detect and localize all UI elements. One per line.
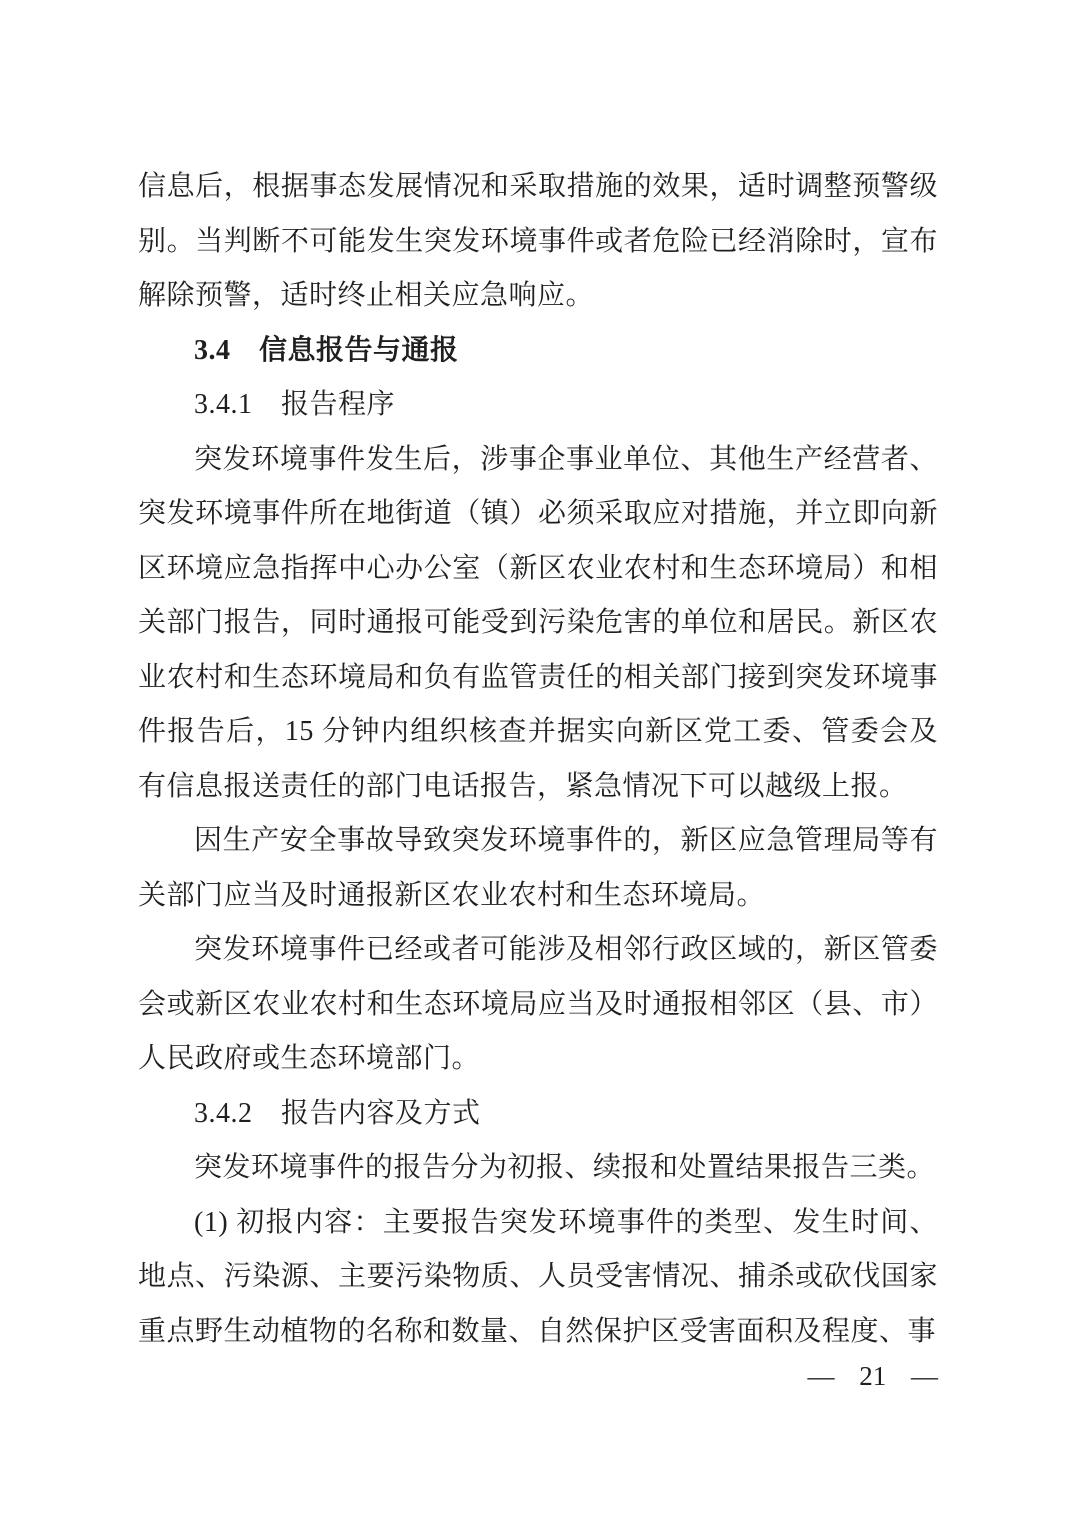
section-heading-3-4-2: 3.4.2 报告内容及方式 xyxy=(194,1097,481,1129)
paragraph-report-procedure: 突发环境事件发生后，涉事企事业单位、其他生产经营者、突发环境事件所在地街道（镇）必须采取应对措施，并立即向新区环境应急指挥中心办公室（新区农业农村和生态环境局）和相关部门报告，同时通报可能受到污染危害的单位和居民。新区农业农村和生态环境局和负有监管责任的相关部门接到突发环境事件报告后，15 分钟内组织核查并据实向新区党工委、管委会及有信息报送责任的部门电话报告，紧急情况下可以越级上报。 xyxy=(138,443,938,802)
paragraph-initial-report-content: (1) 初报内容：主要报告突发环境事件的类型、发生时间、地点、污染源、主要污染物质、人员受害情况、捕杀或砍伐国家重点野生动植物的名称和数量、自然保护区受害面积及程度、事 xyxy=(138,1206,938,1347)
paragraph-warning-level-adjustment: 信息后，根据事态发展情况和采取措施的效果，适时调整预警级别。当判断不可能发生突发环境事件或者危险已经消除时，宣布解除预警，适时终止相关应急响应。 xyxy=(138,171,938,311)
paragraph-report-categories: 突发环境事件的报告分为初报、续报和处置结果报告三类。 xyxy=(194,1152,936,1183)
paragraph-production-safety-accident: 因生产安全事故导致突发环境事件的，新区应急管理局等有关部门应当及时通报新区农业农村和生态环境局。 xyxy=(138,825,938,911)
section-heading-3-4-1: 3.4.1 报告程序 xyxy=(194,389,396,420)
paragraph-adjacent-region-notification: 突发环境事件已经或者可能涉及相邻行政区域的，新区管委会或新区农业农村和生态环境局应当及时通报相邻区（县、市）人民政府或生态环境部门。 xyxy=(138,934,938,1074)
section-heading-3-4: 3.4 信息报告与通报 xyxy=(194,334,459,366)
document-body xyxy=(138,160,938,1359)
page-number: — 21 — xyxy=(807,1361,938,1391)
